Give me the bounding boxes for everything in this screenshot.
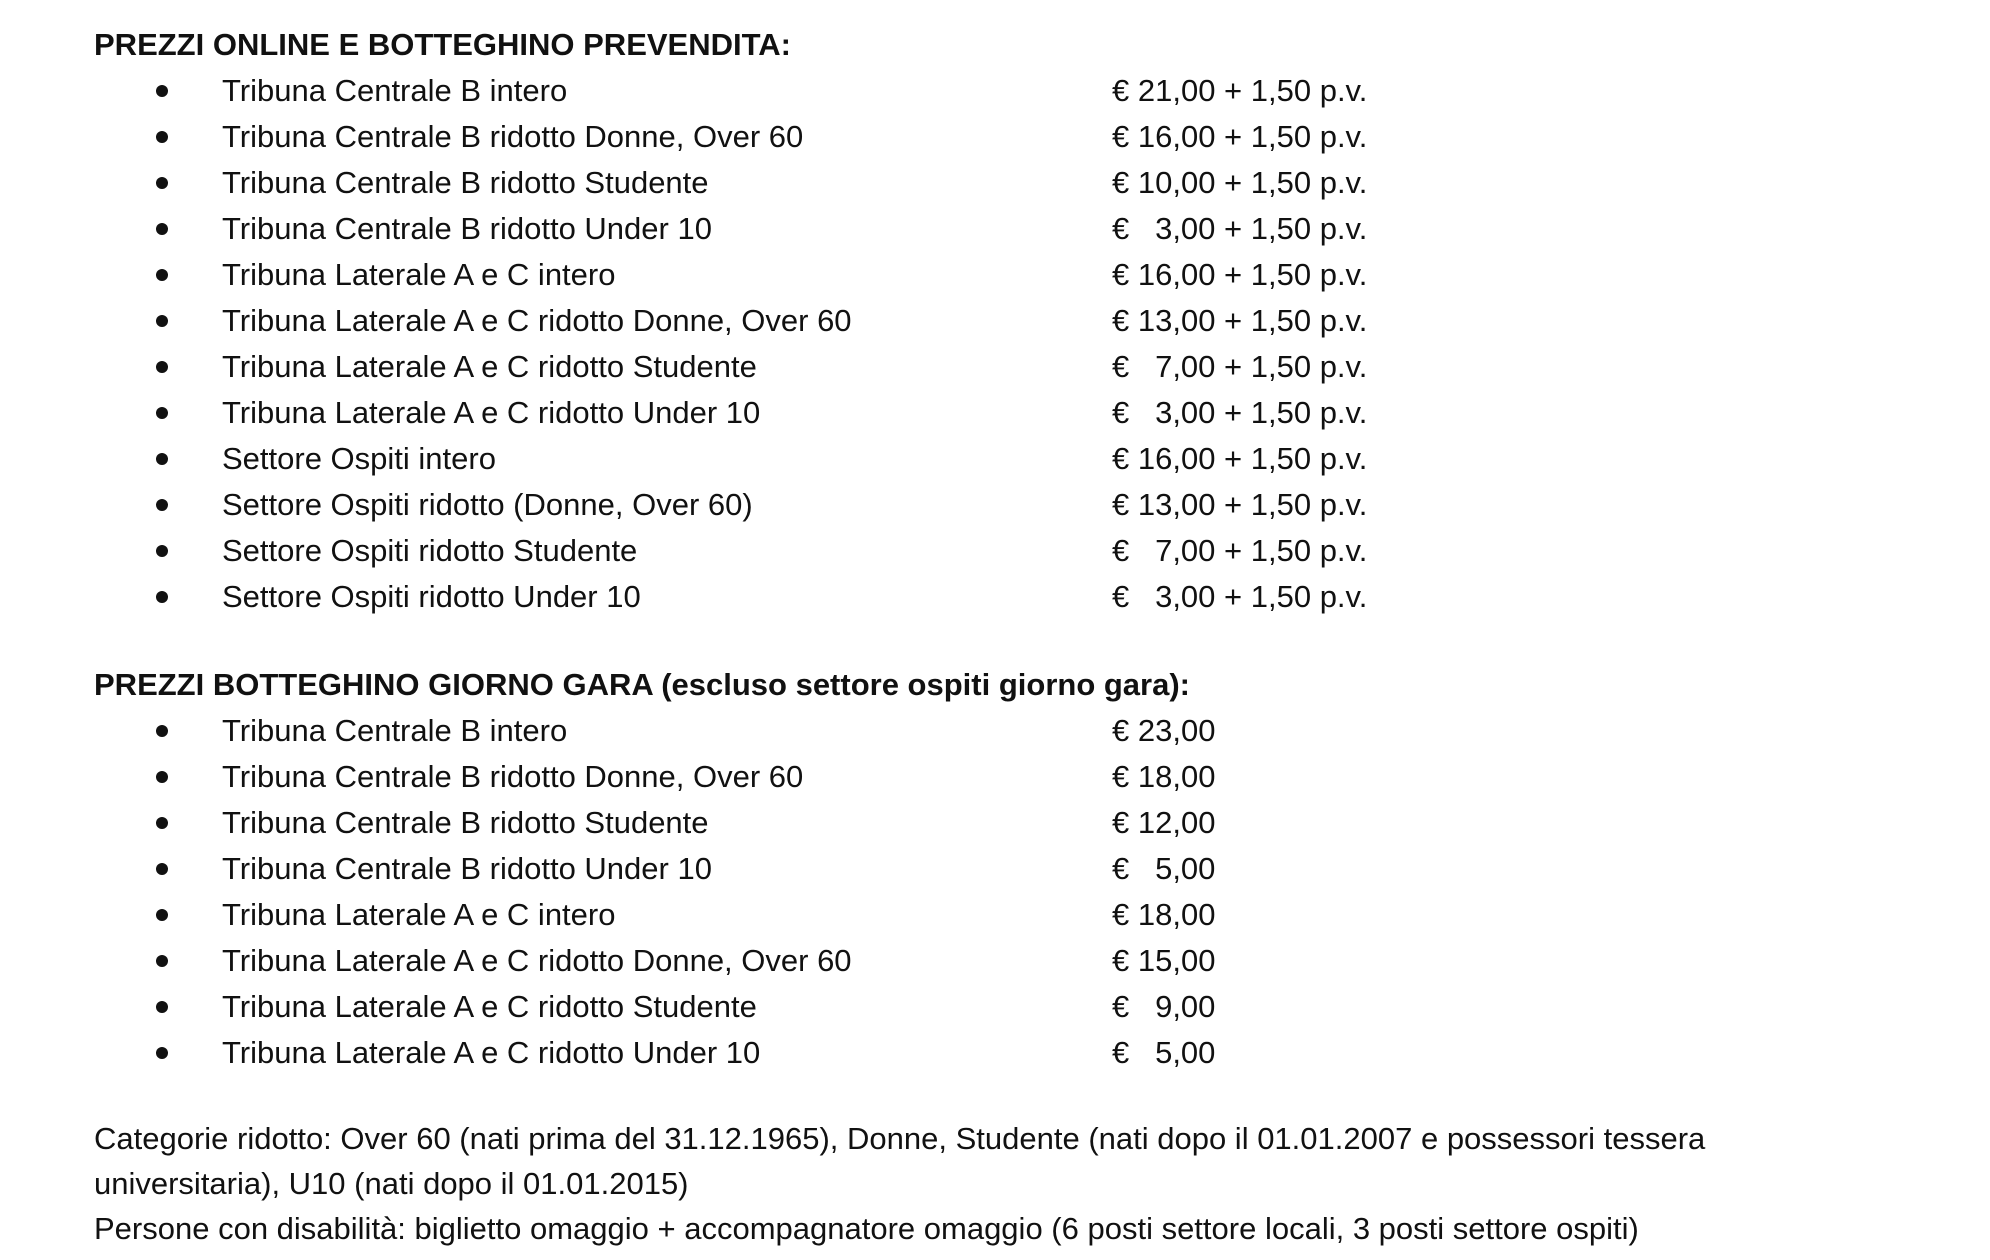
price-list-item bbox=[94, 846, 1954, 892]
bullet-icon bbox=[156, 177, 168, 189]
presale-section-title: PREZZI ONLINE E BOTTEGHINO PREVENDITA: bbox=[94, 27, 791, 62]
price-list-item bbox=[94, 114, 1954, 160]
price-list-item bbox=[94, 206, 1954, 252]
price-list-item bbox=[94, 984, 1954, 1030]
ticket-category: Tribuna Laterale A e C intero bbox=[222, 897, 616, 932]
ticket-price: € 10,00 + 1,50 p.v. bbox=[1112, 165, 1368, 200]
ticket-price: € 23,00 bbox=[1112, 713, 1216, 748]
bullet-icon bbox=[156, 1047, 168, 1059]
ticket-price: € 16,00 + 1,50 p.v. bbox=[1112, 119, 1368, 154]
price-list-item bbox=[94, 252, 1954, 298]
price-list-item bbox=[94, 1030, 1954, 1076]
ticket-price: € 15,00 bbox=[1112, 943, 1216, 978]
price-list-item bbox=[94, 708, 1954, 754]
bullet-icon bbox=[156, 223, 168, 235]
ticket-price: € 3,00 + 1,50 p.v. bbox=[1112, 579, 1368, 614]
ticket-category: Tribuna Laterale A e C ridotto Studente bbox=[222, 989, 757, 1024]
ticket-category: Tribuna Laterale A e C ridotto Donne, Over 60 bbox=[222, 943, 852, 978]
reduced-categories-note: Categorie ridotto: Over 60 (nati prima del 31.12.1965), Donne, Studente (nati dopo il 01.01.2007 e possessori tessera universitaria), U10 (nati dopo il 01.01.2015) bbox=[94, 1121, 1706, 1201]
price-list-item bbox=[94, 68, 1954, 114]
ticket-category: Settore Ospiti intero bbox=[222, 441, 496, 476]
ticket-category: Tribuna Centrale B ridotto Donne, Over 60 bbox=[222, 119, 804, 154]
ticket-price: € 9,00 bbox=[1112, 989, 1216, 1024]
ticket-category: Tribuna Centrale B ridotto Under 10 bbox=[222, 211, 712, 246]
price-list-item bbox=[94, 938, 1954, 984]
ticket-price: € 18,00 bbox=[1112, 759, 1216, 794]
bullet-icon bbox=[156, 771, 168, 783]
bullet-icon bbox=[156, 131, 168, 143]
price-list-item bbox=[94, 298, 1954, 344]
bullet-icon bbox=[156, 591, 168, 603]
price-document bbox=[94, 22, 1954, 1251]
ticket-price: € 21,00 + 1,50 p.v. bbox=[1112, 73, 1368, 108]
ticket-price: € 16,00 + 1,50 p.v. bbox=[1112, 441, 1368, 476]
ticket-category: Tribuna Centrale B ridotto Studente bbox=[222, 805, 709, 840]
price-list-item bbox=[94, 800, 1954, 846]
ticket-category: Settore Ospiti ridotto (Donne, Over 60) bbox=[222, 487, 753, 522]
ticket-category: Tribuna Centrale B intero bbox=[222, 713, 568, 748]
ticket-category: Settore Ospiti ridotto Under 10 bbox=[222, 579, 641, 614]
bullet-icon bbox=[156, 1001, 168, 1013]
bullet-icon bbox=[156, 269, 168, 281]
price-list-item bbox=[94, 390, 1954, 436]
disability-note: Persone con disabilità: biglietto omaggio + accompagnatore omaggio (6 posti settore locali, 3 posti settore ospiti) bbox=[94, 1211, 1639, 1246]
ticket-price: € 7,00 + 1,50 p.v. bbox=[1112, 349, 1368, 384]
bullet-icon bbox=[156, 499, 168, 511]
bullet-icon bbox=[156, 545, 168, 557]
ticket-category: Tribuna Centrale B ridotto Donne, Over 60 bbox=[222, 759, 804, 794]
bullet-icon bbox=[156, 909, 168, 921]
ticket-price: € 16,00 + 1,50 p.v. bbox=[1112, 257, 1368, 292]
ticket-category: Tribuna Laterale A e C ridotto Under 10 bbox=[222, 395, 761, 430]
ticket-price: € 18,00 bbox=[1112, 897, 1216, 932]
bullet-icon bbox=[156, 955, 168, 967]
price-list-item bbox=[94, 160, 1954, 206]
ticket-price: € 13,00 + 1,50 p.v. bbox=[1112, 487, 1368, 522]
bullet-icon bbox=[156, 361, 168, 373]
price-list-item bbox=[94, 574, 1954, 620]
ticket-category: Tribuna Laterale A e C intero bbox=[222, 257, 616, 292]
section-spacer bbox=[94, 1076, 1954, 1116]
price-list-item bbox=[94, 892, 1954, 938]
price-list-item bbox=[94, 528, 1954, 574]
ticket-price: € 5,00 bbox=[1112, 851, 1216, 886]
price-list-item bbox=[94, 344, 1954, 390]
notes-block bbox=[94, 1116, 1894, 1251]
matchday-section-title: PREZZI BOTTEGHINO GIORNO GARA (escluso settore ospiti giorno gara): bbox=[94, 667, 1190, 702]
ticket-price: € 3,00 + 1,50 p.v. bbox=[1112, 211, 1368, 246]
ticket-price: € 12,00 bbox=[1112, 805, 1216, 840]
ticket-category: Tribuna Laterale A e C ridotto Under 10 bbox=[222, 1035, 761, 1070]
price-list-item bbox=[94, 482, 1954, 528]
price-list-item bbox=[94, 436, 1954, 482]
section-spacer bbox=[94, 620, 1954, 662]
matchday-price-list bbox=[94, 708, 1954, 1076]
price-list-item bbox=[94, 754, 1954, 800]
bullet-icon bbox=[156, 453, 168, 465]
ticket-price: € 5,00 bbox=[1112, 1035, 1216, 1070]
ticket-category: Settore Ospiti ridotto Studente bbox=[222, 533, 638, 568]
bullet-icon bbox=[156, 725, 168, 737]
bullet-icon bbox=[156, 863, 168, 875]
bullet-icon bbox=[156, 407, 168, 419]
ticket-price: € 13,00 + 1,50 p.v. bbox=[1112, 303, 1368, 338]
ticket-category: Tribuna Laterale A e C ridotto Studente bbox=[222, 349, 757, 384]
bullet-icon bbox=[156, 817, 168, 829]
ticket-price: € 7,00 + 1,50 p.v. bbox=[1112, 533, 1368, 568]
ticket-price: € 3,00 + 1,50 p.v. bbox=[1112, 395, 1368, 430]
ticket-category: Tribuna Laterale A e C ridotto Donne, Over 60 bbox=[222, 303, 852, 338]
ticket-category: Tribuna Centrale B intero bbox=[222, 73, 568, 108]
bullet-icon bbox=[156, 85, 168, 97]
presale-price-list bbox=[94, 68, 1954, 620]
ticket-category: Tribuna Centrale B ridotto Studente bbox=[222, 165, 709, 200]
bullet-icon bbox=[156, 315, 168, 327]
ticket-category: Tribuna Centrale B ridotto Under 10 bbox=[222, 851, 712, 886]
